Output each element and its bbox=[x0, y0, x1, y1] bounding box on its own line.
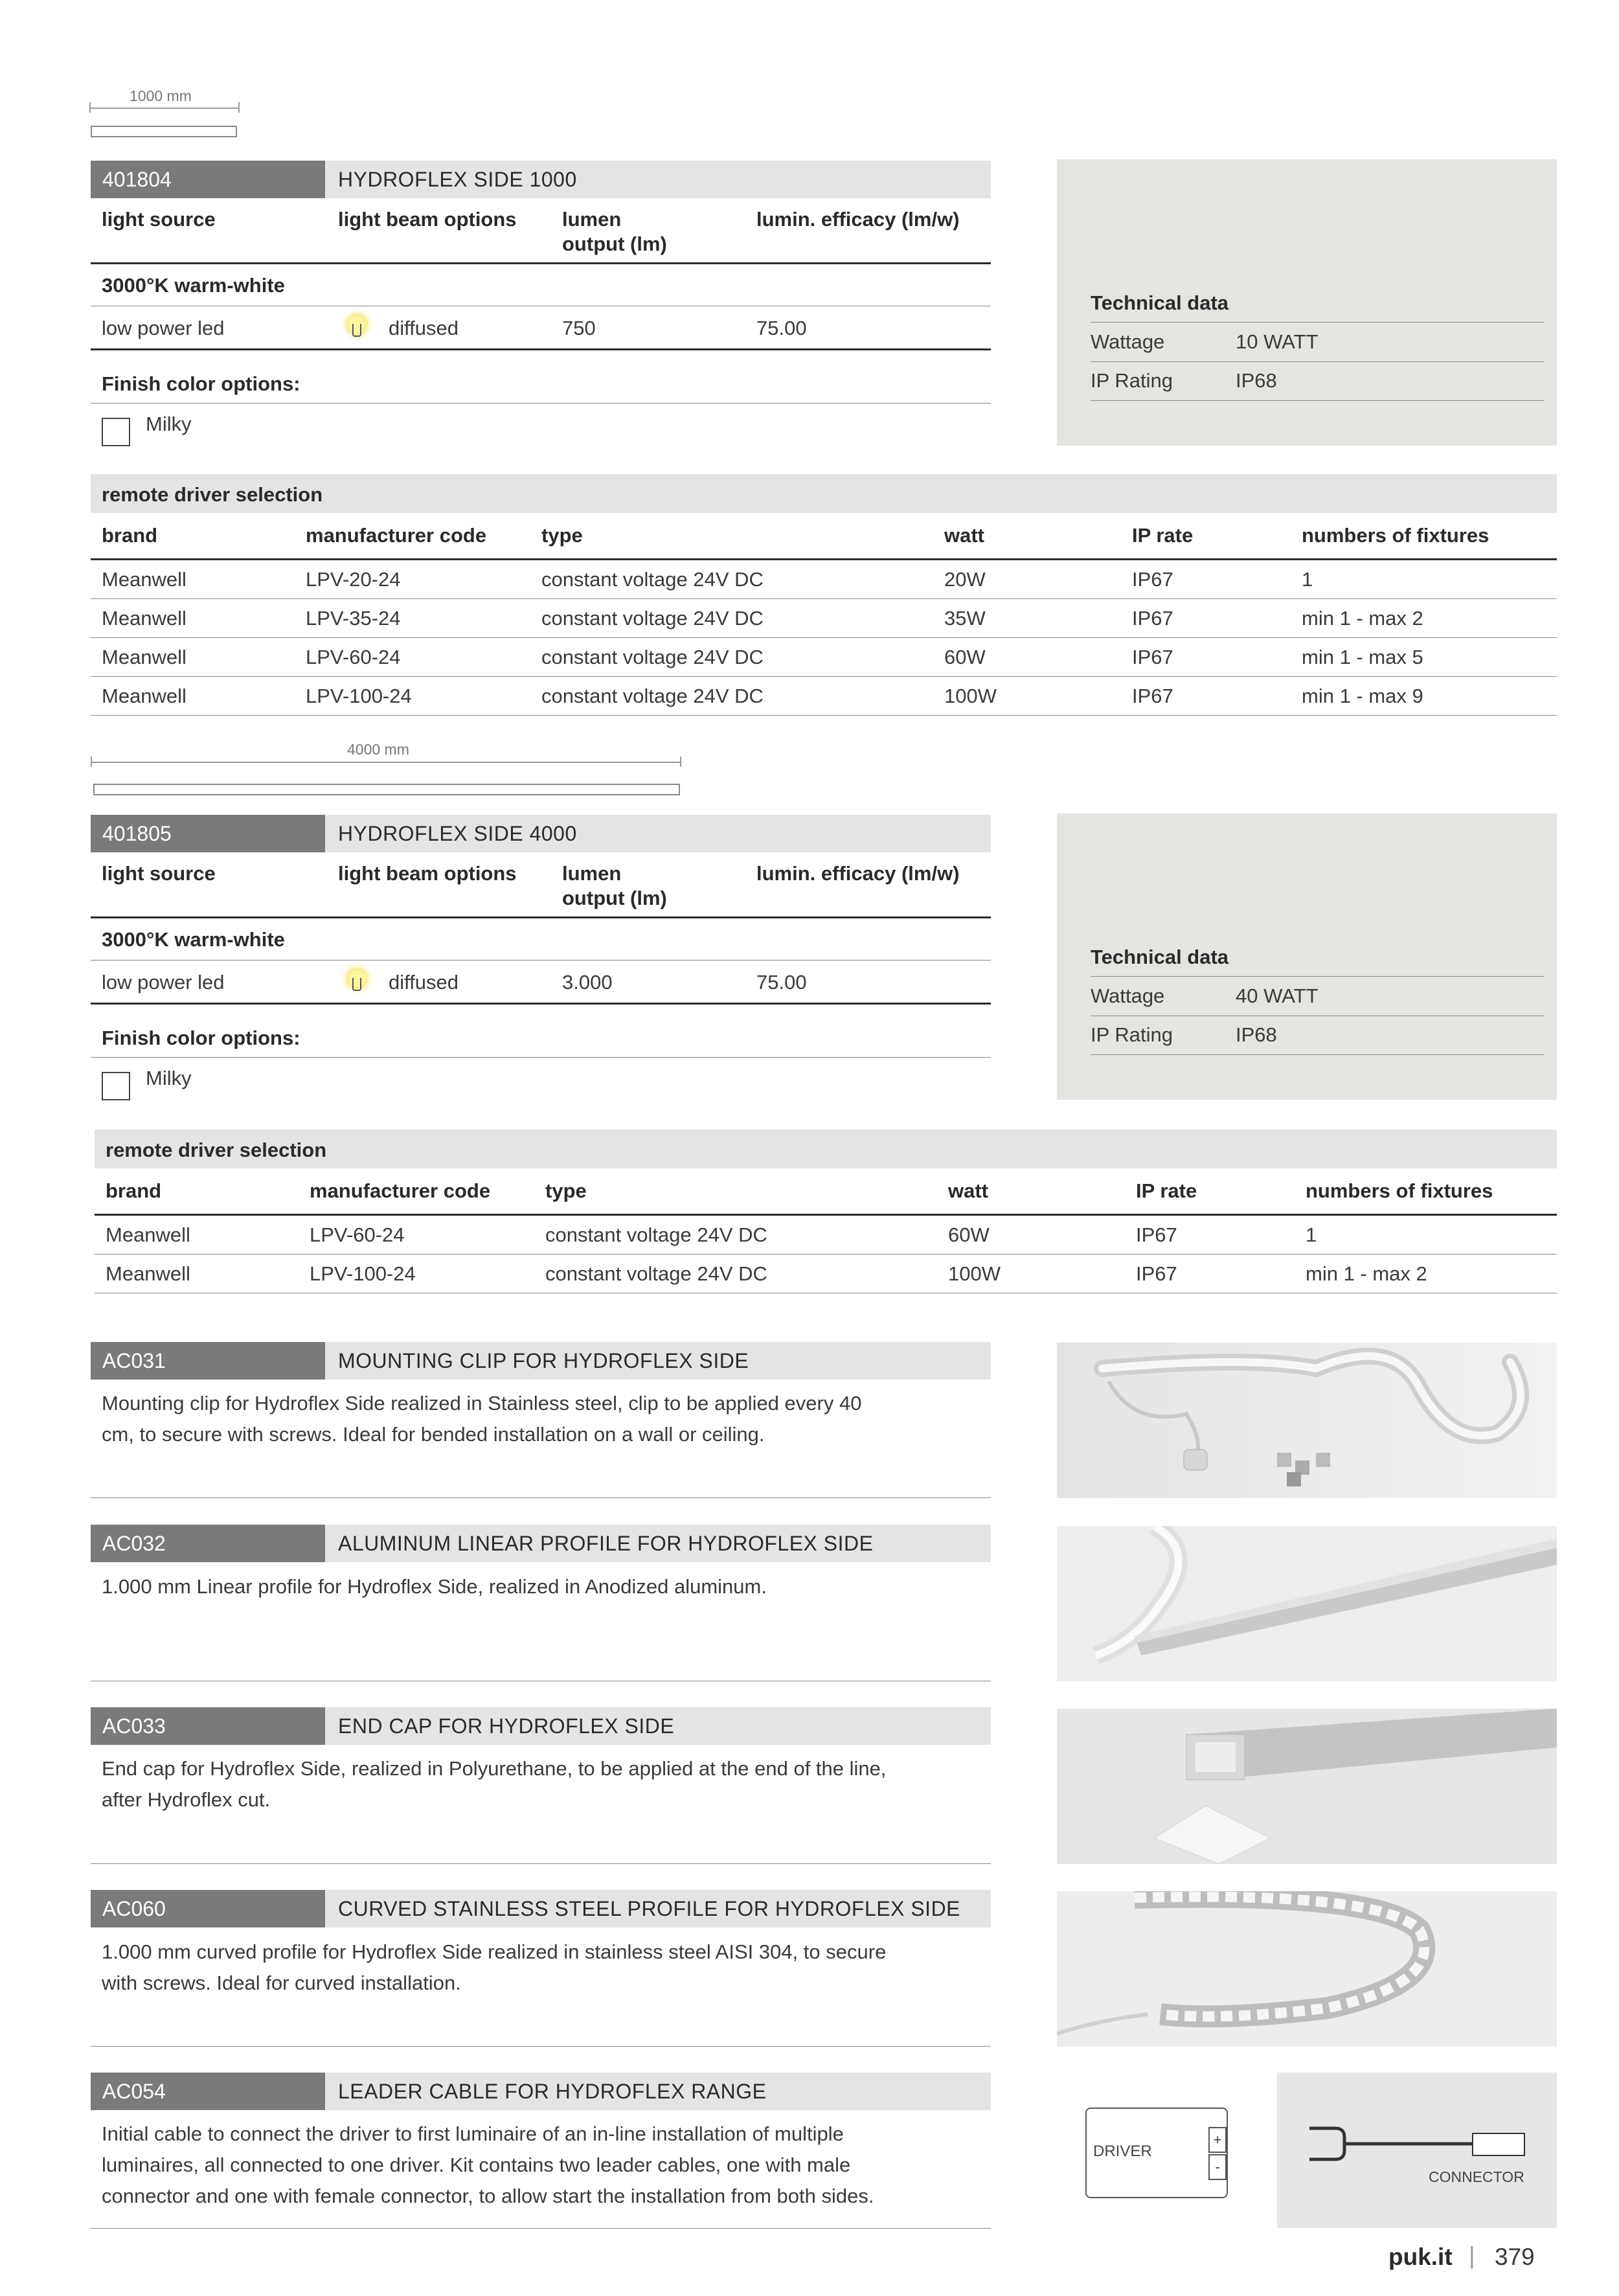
finish-swatch-milky bbox=[102, 1072, 130, 1100]
cell-watt: 60W bbox=[944, 646, 986, 668]
divider bbox=[1091, 976, 1544, 977]
divider bbox=[1091, 322, 1544, 323]
accessory-description-line: cm, to secure with screws. Ideal for bended installation on a wall or ceiling. bbox=[102, 1423, 765, 1446]
cell-code: LPV-20-24 bbox=[306, 568, 401, 591]
technical-data-title: Technical data bbox=[1091, 946, 1229, 968]
col-efficacy: lumin. efficacy (lm/w) bbox=[756, 208, 960, 231]
beam-value: diffused bbox=[389, 317, 459, 339]
accessory-description-line: End cap for Hydroflex Side, realized in Polyurethane, to be applied at the end of the line, bbox=[102, 1757, 887, 1780]
divider bbox=[91, 1497, 991, 1498]
accessory-header bbox=[91, 2073, 991, 2110]
product-code: 401804 bbox=[91, 161, 325, 198]
finish-swatch-milky bbox=[102, 418, 130, 446]
col-fixtures: numbers of fixtures bbox=[1302, 524, 1489, 547]
col-fixtures: numbers of fixtures bbox=[1306, 1179, 1493, 1202]
cell-brand: Meanwell bbox=[102, 646, 187, 668]
accessory-title: MOUNTING CLIP FOR HYDROFLEX SIDE bbox=[338, 1349, 749, 1372]
cell-code: LPV-35-24 bbox=[306, 607, 401, 630]
accessory-header bbox=[91, 1525, 991, 1562]
cell-ip: IP67 bbox=[1136, 1223, 1177, 1246]
dim-tick-right bbox=[680, 756, 681, 767]
leader-cable-diagram bbox=[1277, 2073, 1557, 2228]
col-brand: brand bbox=[102, 524, 158, 547]
cell-type: constant voltage 24V DC bbox=[545, 1262, 767, 1285]
linear-profile-image bbox=[1057, 1526, 1557, 1681]
driver-box bbox=[1085, 2108, 1228, 2198]
accessory-description-line: after Hydroflex cut. bbox=[102, 1788, 271, 1811]
col-watt: watt bbox=[948, 1179, 988, 1202]
technical-data-title: Technical data bbox=[1091, 291, 1229, 314]
accessory-description-line: 1.000 mm curved profile for Hydroflex Side realized in stainless steel AISI 304, to secure bbox=[102, 1940, 887, 1963]
accessory-description-line: Mounting clip for Hydroflex Side realized in Stainless steel, clip to be applied every 40 bbox=[102, 1392, 862, 1415]
cell-type: constant voltage 24V DC bbox=[541, 646, 764, 668]
divider bbox=[91, 2228, 991, 2229]
cell-watt: 20W bbox=[944, 568, 986, 591]
divider bbox=[95, 1254, 1557, 1255]
divider bbox=[91, 348, 991, 350]
cell-type: constant voltage 24V DC bbox=[541, 685, 764, 707]
footer-separator: | bbox=[1469, 2242, 1475, 2269]
cell-brand: Meanwell bbox=[102, 568, 187, 591]
ip-rating-label: IP Rating bbox=[1091, 369, 1173, 392]
accessory-code: AC033 bbox=[91, 1707, 325, 1745]
cell-watt: 100W bbox=[944, 685, 997, 707]
divider bbox=[91, 676, 1557, 677]
mounting-clip-image bbox=[1057, 1343, 1557, 1498]
col-beam-options: light beam options bbox=[338, 862, 517, 885]
cell-brand: Meanwell bbox=[102, 685, 187, 707]
col-lumen-output: output (lm) bbox=[562, 887, 667, 909]
accessory-description-line: with screws. Ideal for curved installation. bbox=[102, 1972, 461, 1994]
cell-code: LPV-100-24 bbox=[306, 685, 412, 707]
divider bbox=[91, 2046, 991, 2047]
accessory-description-line: connector and one with female connector, to allow start the installation from both sides. bbox=[102, 2185, 874, 2207]
curved-profile-image bbox=[1057, 1891, 1557, 2047]
col-brand: brand bbox=[106, 1179, 162, 1202]
lumen-value: 750 bbox=[562, 317, 596, 339]
cell-code: LPV-60-24 bbox=[306, 646, 401, 668]
col-manufacturer-code: manufacturer code bbox=[306, 524, 487, 547]
wattage-value: 40 WATT bbox=[1236, 984, 1319, 1007]
col-manufacturer-code: manufacturer code bbox=[310, 1179, 491, 1202]
finish-color-name: Milky bbox=[146, 1067, 192, 1089]
col-lumen: lumen bbox=[562, 862, 622, 885]
col-beam-options: light beam options bbox=[338, 208, 517, 231]
product-length-bar bbox=[91, 126, 237, 137]
length-label: 4000 mm bbox=[347, 741, 409, 758]
brand-logo: puk.it bbox=[1388, 2244, 1453, 2270]
accessory-code: AC031 bbox=[91, 1342, 325, 1380]
col-lumen: lumen bbox=[562, 208, 622, 231]
product-name: HYDROFLEX SIDE 4000 bbox=[338, 822, 577, 845]
product-length-bar bbox=[93, 784, 680, 795]
col-type: type bbox=[541, 524, 583, 547]
accessory-title: CURVED STAINLESS STEEL PROFILE FOR HYDROFLEX SIDE bbox=[338, 1897, 961, 1920]
ip-rating-value: IP68 bbox=[1236, 369, 1277, 392]
cell-watt: 60W bbox=[948, 1223, 990, 1246]
dimension-line bbox=[89, 108, 240, 109]
product-header bbox=[91, 161, 991, 198]
divider bbox=[91, 1003, 991, 1005]
product-name: HYDROFLEX SIDE 1000 bbox=[338, 168, 577, 191]
accessory-code: AC032 bbox=[91, 1525, 325, 1562]
divider bbox=[91, 916, 991, 918]
minus-terminal: - bbox=[1208, 2154, 1227, 2180]
finish-color-name: Milky bbox=[146, 413, 192, 435]
dim-tick-right bbox=[238, 102, 240, 113]
divider bbox=[91, 403, 991, 404]
accessory-title: ALUMINUM LINEAR PROFILE FOR HYDROFLEX SIDE bbox=[338, 1532, 874, 1555]
color-temperature: 3000°K warm-white bbox=[102, 274, 285, 297]
accessory-title: END CAP FOR HYDROFLEX SIDE bbox=[338, 1714, 675, 1738]
cell-fixtures: 1 bbox=[1306, 1223, 1317, 1246]
accessory-title: LEADER CABLE FOR HYDROFLEX RANGE bbox=[338, 2080, 767, 2103]
light-source-value: low power led bbox=[102, 971, 225, 994]
cell-ip: IP67 bbox=[1132, 568, 1173, 591]
cell-brand: Meanwell bbox=[102, 607, 187, 630]
beam-value: diffused bbox=[389, 971, 459, 994]
product-code: 401805 bbox=[91, 815, 325, 852]
divider bbox=[1091, 361, 1544, 362]
bulb-base-icon bbox=[352, 324, 361, 337]
lumen-value: 3.000 bbox=[562, 971, 613, 994]
divider bbox=[95, 1214, 1557, 1216]
bulb-base-icon bbox=[352, 978, 361, 991]
cell-ip: IP67 bbox=[1132, 646, 1173, 668]
cell-ip: IP67 bbox=[1132, 685, 1173, 707]
driver-label: DRIVER bbox=[1093, 2143, 1152, 2160]
cell-brand: Meanwell bbox=[106, 1262, 190, 1285]
cell-fixtures: min 1 - max 2 bbox=[1306, 1262, 1427, 1285]
accessory-description-line: Initial cable to connect the driver to first luminaire of an in-line installation of multiple bbox=[102, 2122, 844, 2145]
page-number: 379 bbox=[1495, 2244, 1535, 2270]
wattage-value: 10 WATT bbox=[1236, 330, 1319, 353]
col-watt: watt bbox=[944, 524, 984, 547]
accessory-header bbox=[91, 1707, 991, 1745]
col-ip-rate: IP rate bbox=[1132, 524, 1194, 547]
divider bbox=[91, 1863, 991, 1864]
divider bbox=[91, 637, 1557, 638]
cell-ip: IP67 bbox=[1136, 1262, 1177, 1285]
efficacy-value: 75.00 bbox=[756, 971, 807, 994]
driver-selection-title: remote driver selection bbox=[106, 1139, 327, 1161]
accessory-description-line: 1.000 mm Linear profile for Hydroflex Side, realized in Anodized aluminum. bbox=[102, 1575, 767, 1598]
cell-type: constant voltage 24V DC bbox=[545, 1223, 767, 1246]
divider bbox=[91, 262, 991, 264]
divider bbox=[91, 558, 1557, 560]
col-ip-rate: IP rate bbox=[1136, 1179, 1197, 1202]
col-efficacy: lumin. efficacy (lm/w) bbox=[756, 862, 960, 885]
product-header bbox=[91, 815, 991, 852]
color-temperature: 3000°K warm-white bbox=[102, 928, 285, 951]
light-source-value: low power led bbox=[102, 317, 225, 339]
ip-rating-value: IP68 bbox=[1236, 1023, 1277, 1046]
col-type: type bbox=[545, 1179, 587, 1202]
cell-brand: Meanwell bbox=[106, 1223, 190, 1246]
driver-selection-title: remote driver selection bbox=[102, 483, 323, 506]
length-label: 1000 mm bbox=[130, 87, 192, 104]
cell-code: LPV-100-24 bbox=[310, 1262, 416, 1285]
col-light-source: light source bbox=[102, 862, 216, 885]
connector-icon bbox=[1277, 2073, 1557, 2228]
cell-ip: IP67 bbox=[1132, 607, 1173, 630]
plus-terminal: + bbox=[1208, 2127, 1227, 2153]
connector-label: CONNECTOR bbox=[1429, 2168, 1524, 2185]
finish-label: Finish color options: bbox=[102, 1027, 300, 1049]
wattage-label: Wattage bbox=[1091, 330, 1165, 353]
divider bbox=[1091, 400, 1544, 401]
cell-type: constant voltage 24V DC bbox=[541, 568, 764, 591]
divider bbox=[91, 1057, 991, 1058]
accessory-code: AC054 bbox=[91, 2073, 325, 2110]
technical-data-panel bbox=[1057, 159, 1557, 446]
cell-type: constant voltage 24V DC bbox=[541, 607, 764, 630]
finish-label: Finish color options: bbox=[102, 372, 300, 395]
divider bbox=[91, 715, 1557, 716]
ip-rating-label: IP Rating bbox=[1091, 1023, 1173, 1046]
accessory-header bbox=[91, 1342, 991, 1380]
efficacy-value: 75.00 bbox=[756, 317, 807, 339]
end-cap-image bbox=[1057, 1709, 1557, 1864]
accessory-header bbox=[91, 1890, 991, 1927]
divider bbox=[1091, 1054, 1544, 1055]
col-light-source: light source bbox=[102, 208, 216, 231]
cell-code: LPV-60-24 bbox=[310, 1223, 405, 1246]
col-lumen-output: output (lm) bbox=[562, 233, 667, 255]
cell-fixtures: min 1 - max 2 bbox=[1302, 607, 1423, 630]
cell-watt: 100W bbox=[948, 1262, 1001, 1285]
accessory-code: AC060 bbox=[91, 1890, 325, 1927]
cell-watt: 35W bbox=[944, 607, 986, 630]
cell-fixtures: min 1 - max 5 bbox=[1302, 646, 1423, 668]
dimension-line bbox=[91, 762, 681, 763]
cell-fixtures: 1 bbox=[1302, 568, 1313, 591]
technical-data-panel bbox=[1057, 813, 1557, 1100]
accessory-description-line: luminaires, all connected to one driver. Kit contains two leader cables, one with male bbox=[102, 2154, 851, 2176]
cell-fixtures: min 1 - max 9 bbox=[1302, 685, 1423, 707]
divider bbox=[91, 598, 1557, 599]
wattage-label: Wattage bbox=[1091, 984, 1165, 1007]
